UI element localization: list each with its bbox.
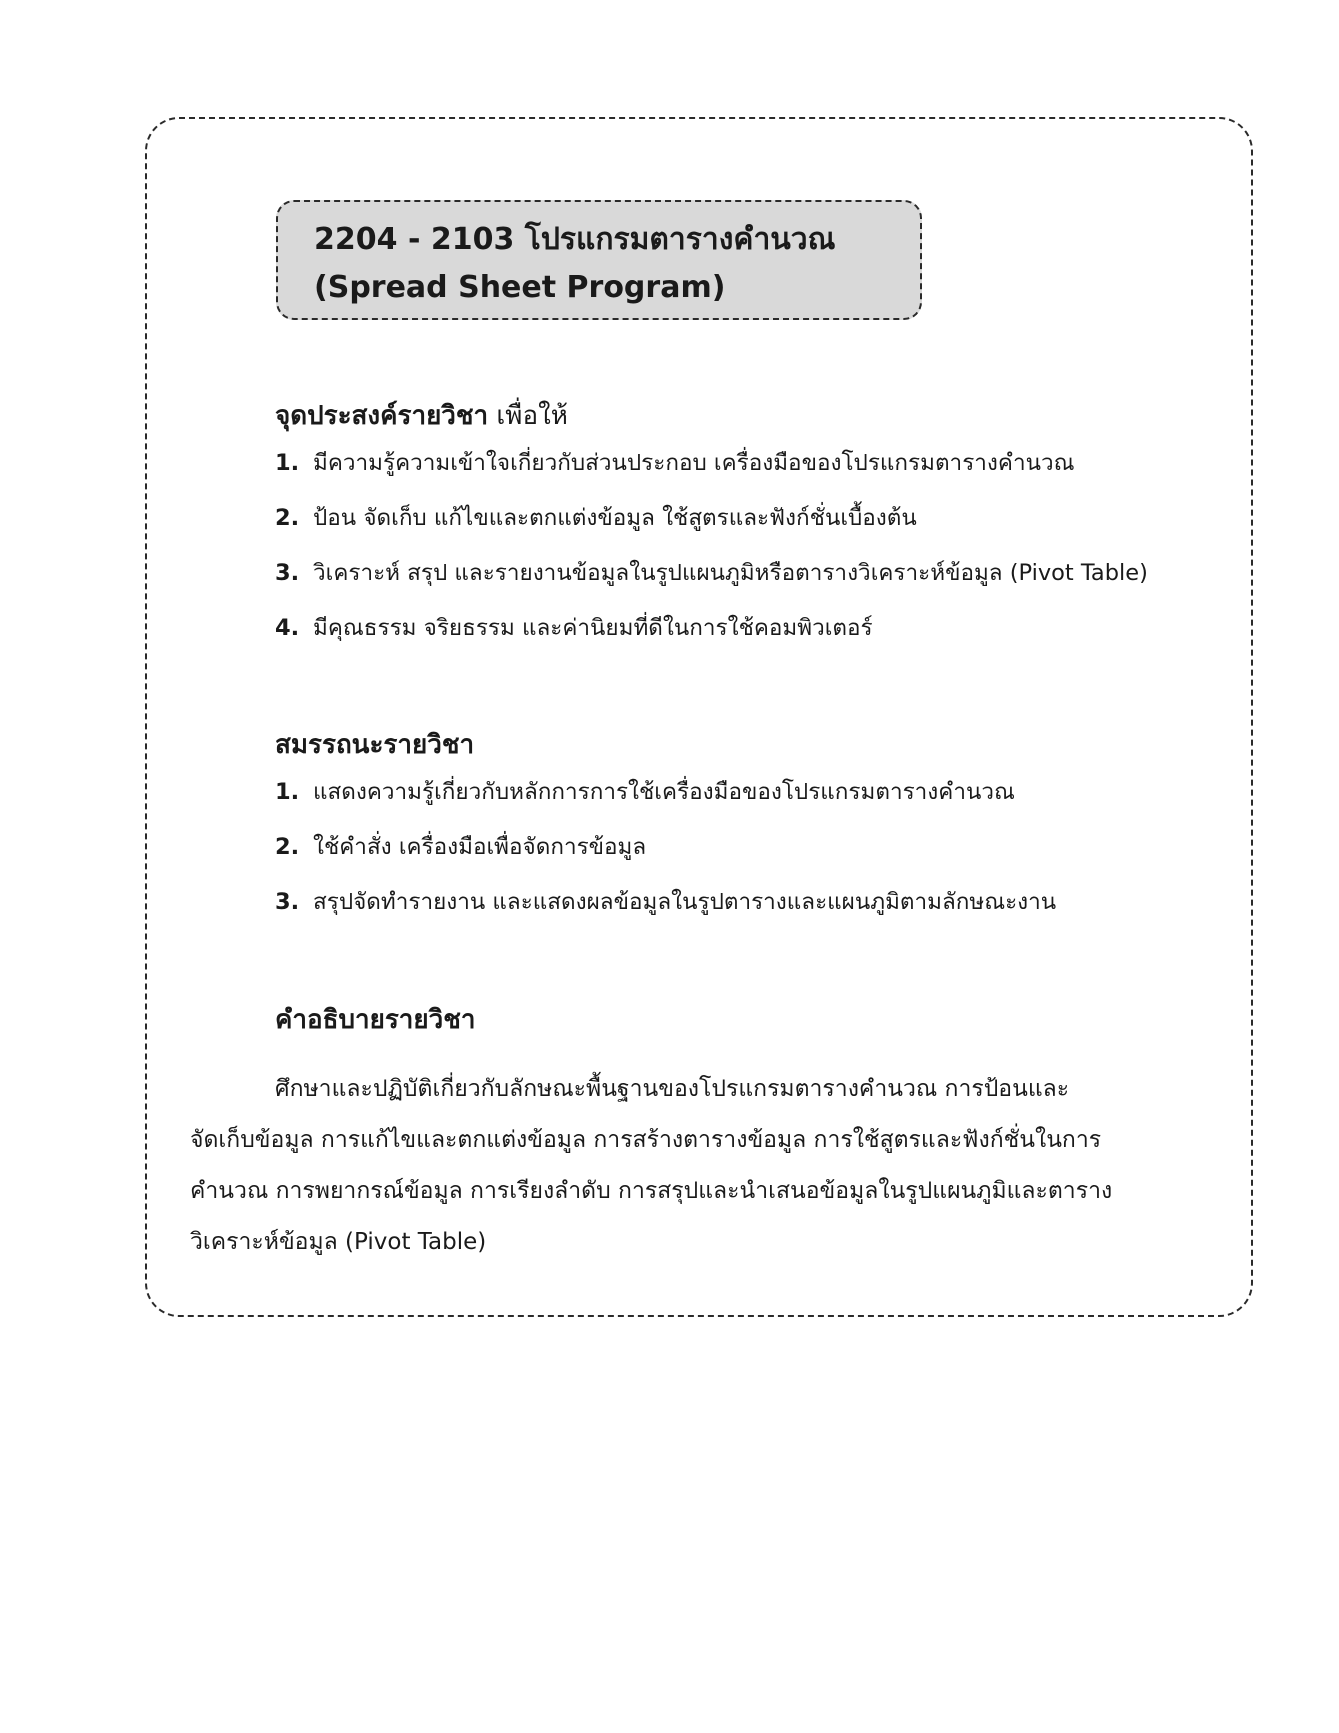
description-line: จัดเก็บข้อมูล การแก้ไขและตกแต่งข้อมูล การสร้างตารางข้อมูล การใช้สูตรและฟังก์ชั่นในการ bbox=[190, 1127, 1102, 1153]
competency-text: แสดงความรู้เกี่ยวกับหลักการการใช้เครื่องมือของโปรแกรมตารางคำนวณ bbox=[313, 779, 1015, 805]
description-line: คำนวณ การพยากรณ์ข้อมูล การเรียงลำดับ การสรุปและนำเสนอข้อมูลในรูปแผนภูมิและตาราง bbox=[190, 1178, 1113, 1204]
objective-text: ป้อน จัดเก็บ แก้ไขและตกแต่งข้อมูล ใช้สูตรและฟังก์ชั่นเบื้องต้น bbox=[313, 505, 917, 531]
objective-item bbox=[275, 436, 1215, 491]
competency-item bbox=[275, 875, 1215, 930]
competency-text: สรุปจัดทำรายงาน และแสดงผลข้อมูลในรูปตารางและแผนภูมิตามลักษณะงาน bbox=[313, 889, 1057, 915]
objective-item bbox=[275, 491, 1215, 546]
objective-number: 4. bbox=[275, 615, 300, 641]
objectives-section bbox=[275, 396, 1215, 656]
competencies-heading-text: สมรรถนะรายวิชา bbox=[275, 730, 475, 760]
objective-number: 3. bbox=[275, 560, 300, 586]
competency-number: 3. bbox=[275, 889, 300, 915]
description-line: ศึกษาและปฏิบัติเกี่ยวกับลักษณะพื้นฐานของโปรแกรมตารางคำนวณ การป้อนและ bbox=[275, 1076, 1070, 1102]
course-title-line1: 2204 - 2103 โปรแกรมตารางคำนวณ bbox=[314, 222, 836, 257]
objectives-heading-suffix: เพื่อให้ bbox=[496, 401, 568, 431]
course-title-line2: (Spread Sheet Program) bbox=[314, 270, 726, 305]
objective-text: วิเคราะห์ สรุป และรายงานข้อมูลในรูปแผนภูมิหรือตารางวิเคราะห์ข้อมูล (Pivot Table) bbox=[313, 560, 1148, 586]
objective-item bbox=[275, 601, 1215, 656]
objectives-heading bbox=[275, 396, 1215, 436]
description-heading-text: คำอธิบายรายวิชา bbox=[275, 1005, 476, 1035]
competency-item bbox=[275, 820, 1215, 875]
competency-number: 2. bbox=[275, 834, 300, 860]
competencies-section bbox=[275, 725, 1215, 930]
objective-text: มีคุณธรรม จริยธรรม และค่านิยมที่ดีในการใช้คอมพิวเตอร์ bbox=[313, 615, 873, 641]
objectives-heading-text: จุดประสงค์รายวิชา bbox=[275, 401, 489, 431]
competency-text: ใช้คำสั่ง เครื่องมือเพื่อจัดการข้อมูล bbox=[313, 834, 647, 860]
objective-number: 1. bbox=[275, 450, 300, 476]
description-heading-section bbox=[275, 1000, 1215, 1040]
description-line: วิเคราะห์ข้อมูล (Pivot Table) bbox=[190, 1229, 487, 1255]
objective-number: 2. bbox=[275, 505, 300, 531]
competencies-heading bbox=[275, 725, 1215, 765]
objective-item bbox=[275, 546, 1215, 601]
objective-text: มีความรู้ความเข้าใจเกี่ยวกับส่วนประกอบ เครื่องมือของโปรแกรมตารางคำนวณ bbox=[313, 450, 1075, 476]
description-heading bbox=[275, 1000, 1215, 1040]
course-description bbox=[190, 1064, 1200, 1268]
competency-item bbox=[275, 765, 1215, 820]
course-title-box bbox=[276, 200, 922, 320]
competency-number: 1. bbox=[275, 779, 300, 805]
